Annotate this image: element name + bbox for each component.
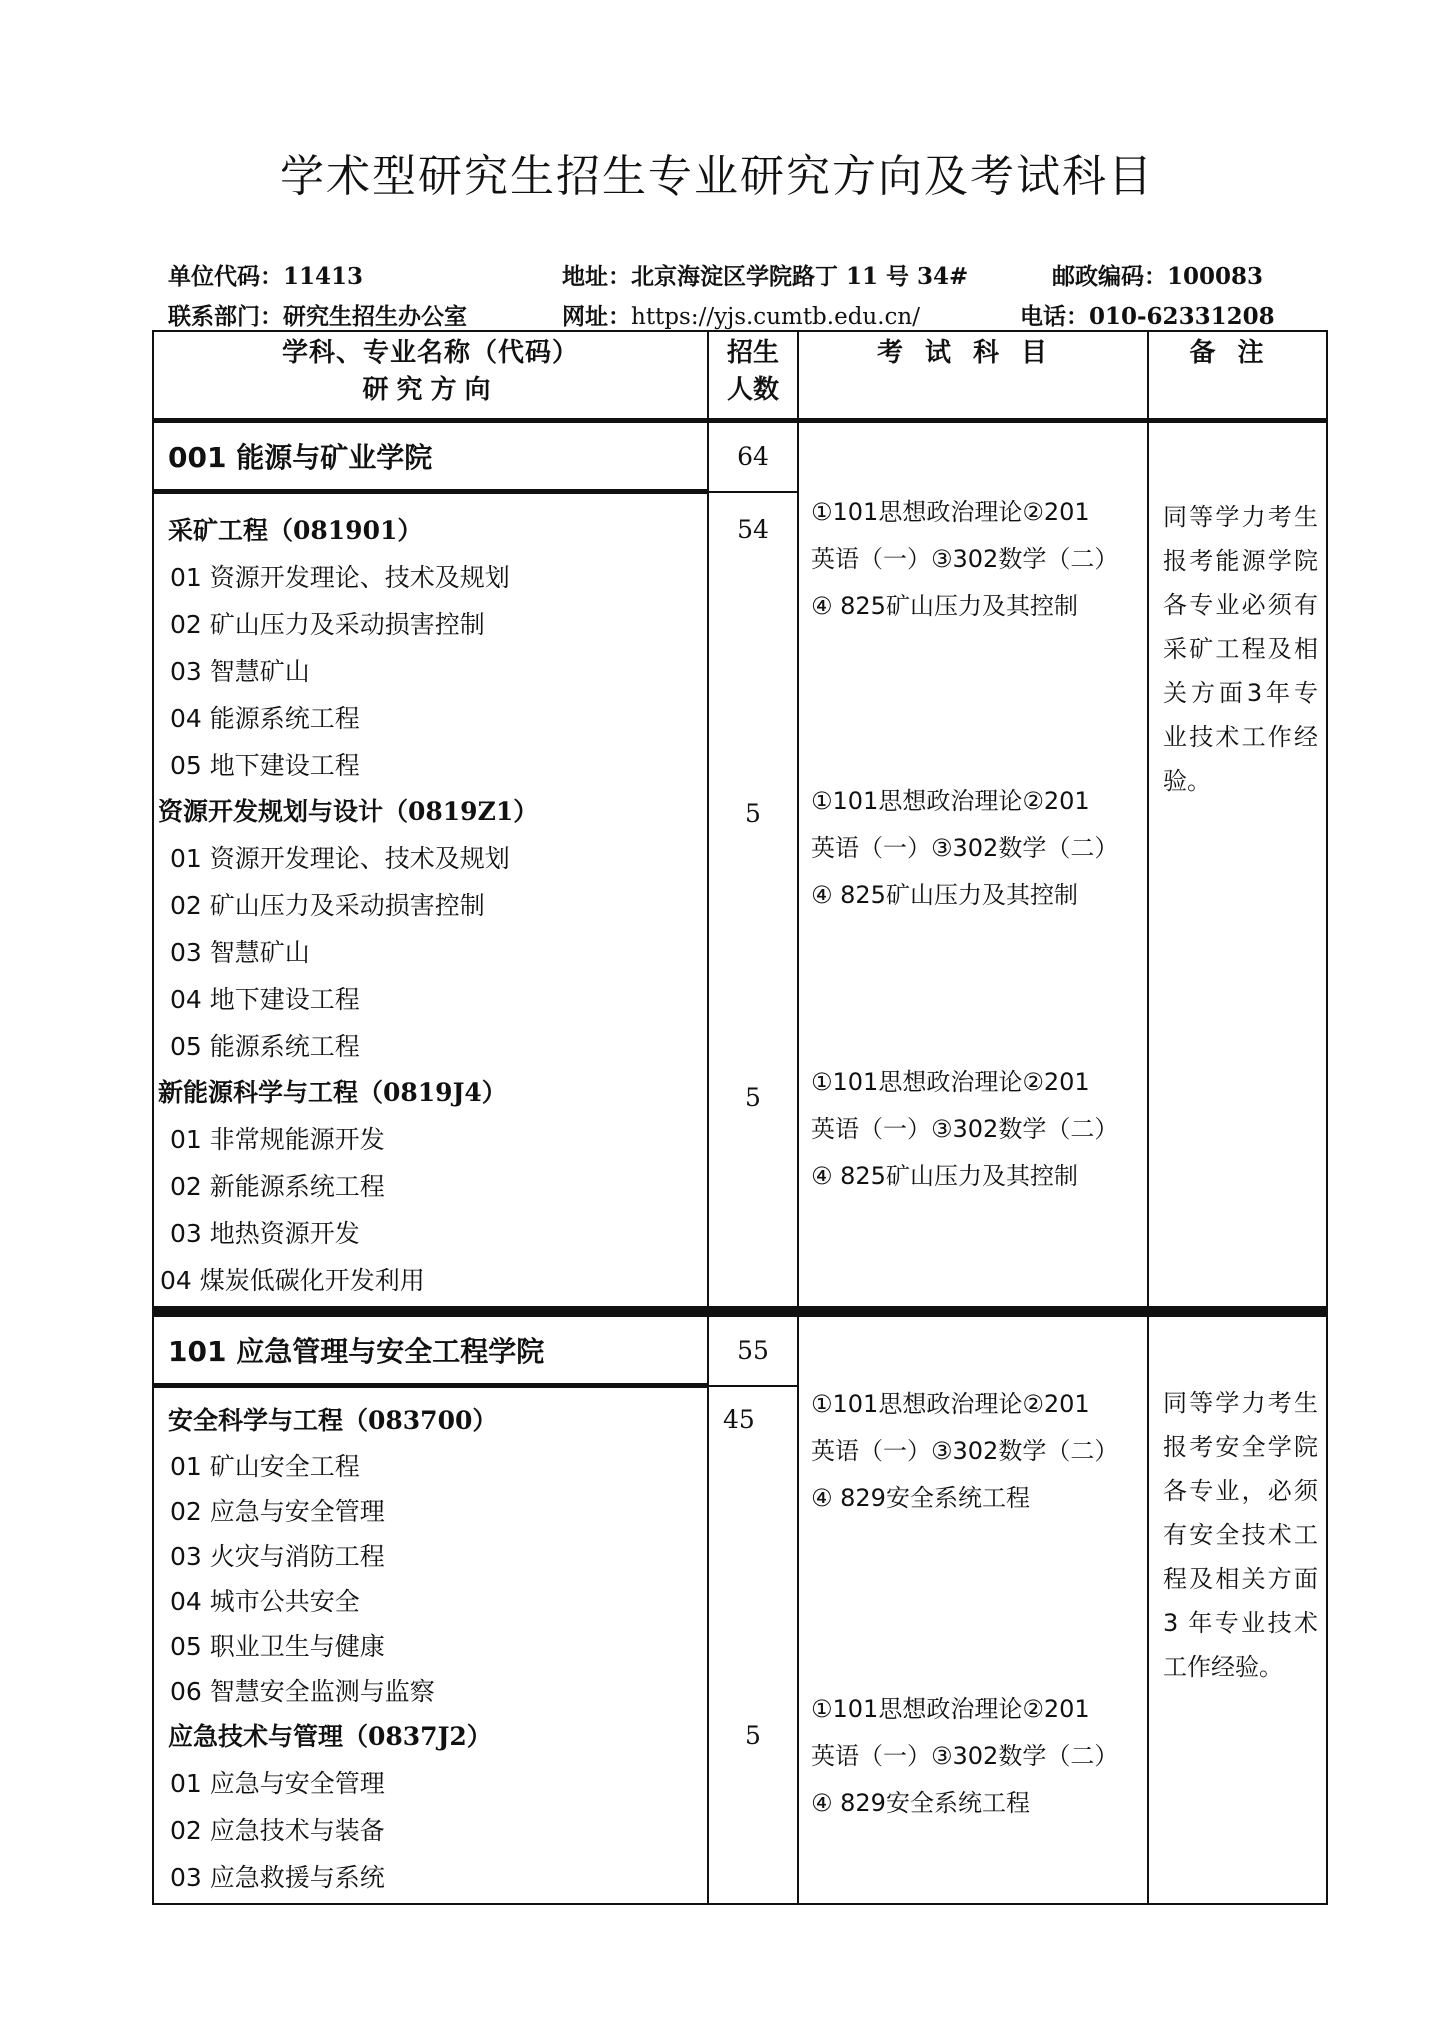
program-quota: 5 bbox=[745, 798, 761, 828]
college-row bbox=[153, 421, 1327, 492]
direction-item: 01 资源开发理论、技术及规划 bbox=[170, 563, 510, 592]
program-name: 安全科学与工程（083700） bbox=[168, 1406, 498, 1435]
table-header-row bbox=[153, 331, 1327, 421]
direction-item: 02 应急技术与装备 bbox=[170, 1816, 385, 1845]
direction-item: 02 矿山压力及采动损害控制 bbox=[170, 891, 485, 920]
exam-line: ①101思想政治理论②201 bbox=[811, 1695, 1090, 1723]
header-exam: 考试科目 bbox=[798, 331, 1148, 421]
direction-item: 03 地热资源开发 bbox=[170, 1219, 360, 1248]
exam-line: ④ 829安全系统工程 bbox=[811, 1484, 1030, 1512]
remark-text: 同等学力考生报考安全学院各专业，必须有安全技术工程及相关方面 3 年专业技术工作经验。 bbox=[1163, 1389, 1318, 1681]
address-label: 地址： bbox=[562, 263, 631, 290]
header-program bbox=[153, 331, 708, 421]
header-remark: 备注 bbox=[1148, 331, 1327, 421]
phone bbox=[1020, 298, 1275, 331]
exam-subjects bbox=[799, 1686, 1147, 1827]
program-name: 应急技术与管理（0837J2） bbox=[168, 1722, 492, 1751]
college-quota: 55 bbox=[708, 1316, 798, 1386]
address bbox=[562, 258, 968, 291]
college-name: 001 能源与矿业学院 bbox=[153, 421, 708, 492]
exam-subjects bbox=[799, 489, 1147, 630]
college-quota: 64 bbox=[708, 421, 798, 492]
address-value: 北京海淀区学院路丁 11 号 34# bbox=[631, 263, 969, 290]
exam-subjects bbox=[799, 1059, 1147, 1200]
remark-cell bbox=[1148, 1316, 1327, 1904]
remark-cell bbox=[1148, 421, 1327, 1309]
college-separator bbox=[153, 1308, 1327, 1316]
exam-line: ④ 825矿山压力及其控制 bbox=[811, 1162, 1078, 1190]
direction-item: 02 新能源系统工程 bbox=[170, 1172, 385, 1201]
program-name: 采矿工程（081901） bbox=[168, 516, 423, 545]
program-name: 新能源科学与工程（0819J4） bbox=[158, 1078, 507, 1107]
exam-line: ④ 825矿山压力及其控制 bbox=[811, 881, 1078, 909]
program-quota: 5 bbox=[745, 1082, 761, 1112]
college-row bbox=[153, 1316, 1327, 1386]
unit-code bbox=[168, 258, 363, 291]
exam-line: ①101思想政治理论②201 bbox=[811, 787, 1090, 815]
dept-label: 联系部门： bbox=[168, 303, 283, 330]
exam-line: ①101思想政治理论②201 bbox=[811, 1390, 1090, 1418]
dept-value: 研究生招生办公室 bbox=[283, 303, 467, 330]
exam-line: 英语（一）③302数学（二） bbox=[811, 1437, 1119, 1465]
program-quota: 5 bbox=[745, 1720, 761, 1750]
exam-line: ①101思想政治理论②201 bbox=[811, 498, 1090, 526]
exam-subjects bbox=[799, 778, 1147, 919]
contact-dept bbox=[168, 298, 467, 331]
direction-item: 06 智慧安全监测与监察 bbox=[170, 1677, 435, 1706]
exam-line: ①101思想政治理论②201 bbox=[811, 1068, 1090, 1096]
program-name: 资源开发规划与设计（0819Z1） bbox=[158, 797, 539, 826]
direction-item: 03 智慧矿山 bbox=[170, 657, 310, 686]
postcode bbox=[1052, 258, 1263, 291]
exam-cell bbox=[798, 421, 1148, 1309]
direction-item: 04 城市公共安全 bbox=[170, 1587, 360, 1616]
exam-line: ④ 829安全系统工程 bbox=[811, 1789, 1030, 1817]
exam-line: 英语（一）③302数学（二） bbox=[811, 545, 1119, 573]
program-quota: 45 bbox=[723, 1404, 755, 1434]
direction-item: 05 职业卫生与健康 bbox=[170, 1632, 385, 1661]
remark-text: 同等学力考生报考能源学院各专业必须有采矿工程及相关方面3年专业技术工作经验。 bbox=[1163, 503, 1318, 795]
exam-cell bbox=[798, 1316, 1148, 1904]
direction-item: 04 煤炭低碳化开发利用 bbox=[160, 1266, 425, 1295]
website-link[interactable]: https://yjs.cumtb.edu.cn/ bbox=[631, 304, 920, 330]
direction-item: 01 矿山安全工程 bbox=[170, 1452, 360, 1481]
exam-line: 英语（一）③302数学（二） bbox=[811, 1742, 1119, 1770]
postcode-label: 邮政编码： bbox=[1052, 263, 1167, 290]
phone-label: 电话： bbox=[1020, 303, 1089, 330]
direction-item: 04 地下建设工程 bbox=[170, 985, 360, 1014]
program-quota: 54 bbox=[737, 514, 769, 544]
page-title: 学术型研究生招生专业研究方向及考试科目 bbox=[280, 151, 1154, 202]
college-name: 101 应急管理与安全工程学院 bbox=[153, 1316, 708, 1386]
phone-value: 010-62331208 bbox=[1089, 303, 1275, 330]
direction-item: 01 资源开发理论、技术及规划 bbox=[170, 844, 510, 873]
exam-subjects bbox=[799, 1381, 1147, 1522]
direction-item: 05 能源系统工程 bbox=[170, 1032, 360, 1061]
direction-item: 02 矿山压力及采动损害控制 bbox=[170, 610, 485, 639]
program-quota-cell bbox=[708, 1386, 798, 1905]
direction-item: 05 地下建设工程 bbox=[170, 751, 360, 780]
website bbox=[562, 298, 920, 331]
programs-cell bbox=[153, 1386, 708, 1905]
exam-line: ④ 825矿山压力及其控制 bbox=[811, 592, 1078, 620]
unit-code-label: 单位代码： bbox=[168, 263, 283, 290]
exam-line: 英语（一）③302数学（二） bbox=[811, 834, 1119, 862]
program-quota-cell bbox=[708, 492, 798, 1309]
unit-code-value: 11413 bbox=[283, 263, 364, 290]
direction-item: 01 应急与安全管理 bbox=[170, 1769, 385, 1798]
postcode-value: 100083 bbox=[1167, 263, 1264, 290]
admissions-table bbox=[152, 330, 1328, 1905]
direction-item: 03 智慧矿山 bbox=[170, 938, 310, 967]
direction-item: 04 能源系统工程 bbox=[170, 704, 360, 733]
direction-item: 02 应急与安全管理 bbox=[170, 1497, 385, 1526]
direction-item: 03 火灾与消防工程 bbox=[170, 1542, 385, 1571]
header-quota-line1: 招生 bbox=[726, 338, 779, 368]
direction-item: 01 非常规能源开发 bbox=[170, 1125, 385, 1154]
exam-line: 英语（一）③302数学（二） bbox=[811, 1115, 1119, 1143]
website-label: 网址： bbox=[562, 303, 631, 330]
header-quota-line2: 人数 bbox=[726, 375, 779, 405]
programs-cell bbox=[153, 492, 708, 1309]
header-program-line1: 学科、专业名称（代码） bbox=[281, 338, 579, 368]
header-program-line2: 研究方向 bbox=[362, 375, 499, 405]
direction-item: 03 应急救援与系统 bbox=[170, 1863, 385, 1892]
header-quota bbox=[708, 331, 798, 421]
